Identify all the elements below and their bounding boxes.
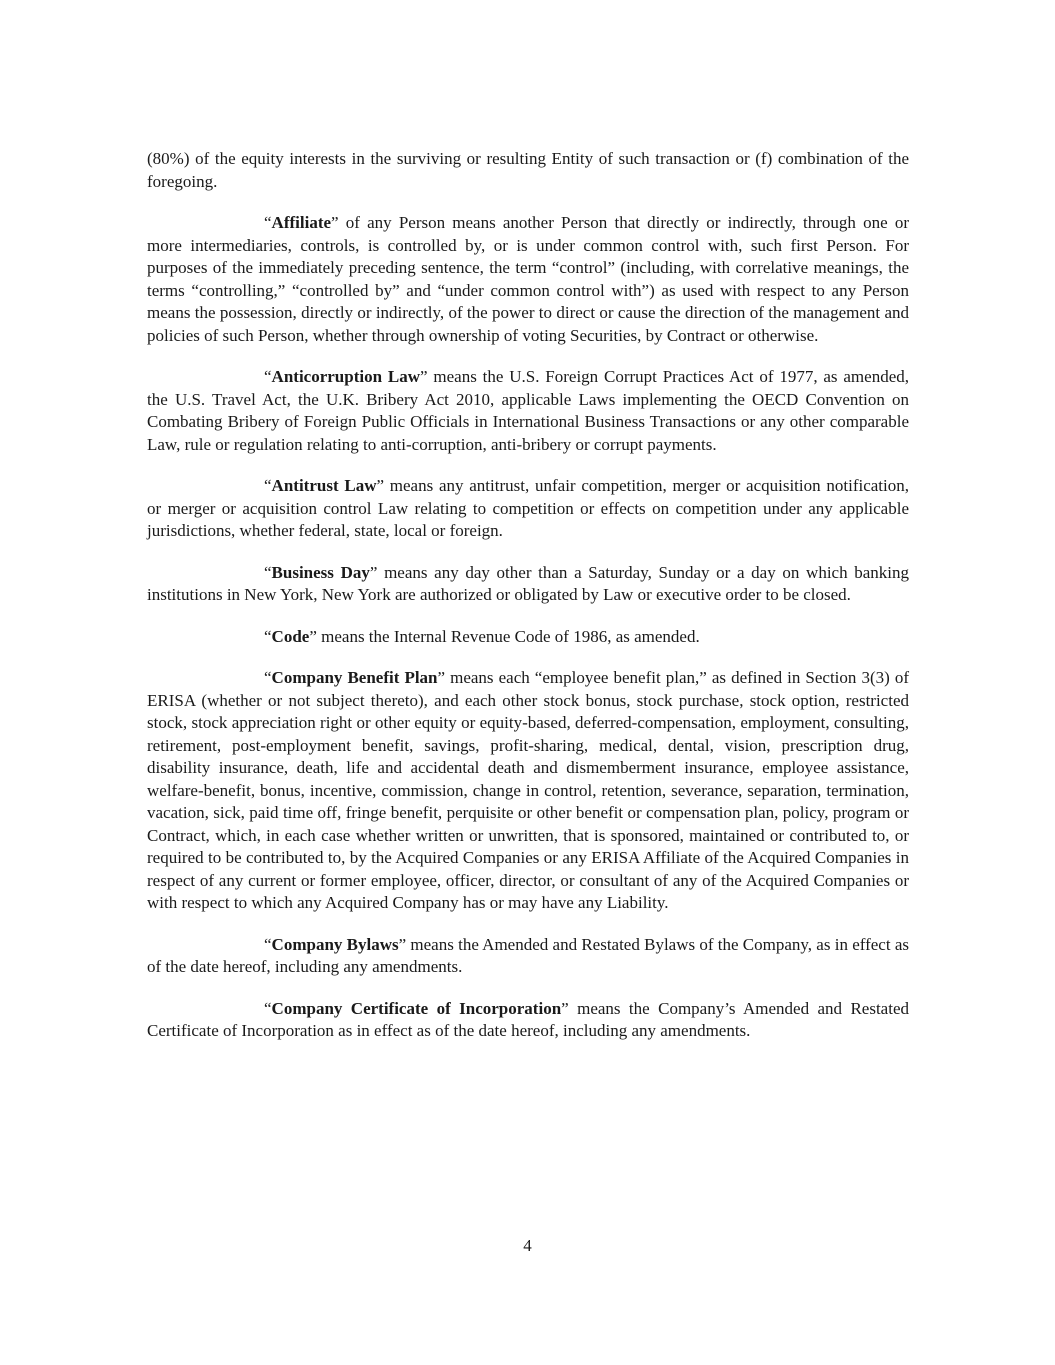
definition-company-benefit-plan: “Company Benefit Plan” means each “employee benefit plan,” as defined in Section 3(3) of ERISA (whether or not subject thereto), and each other stock bonus, stock purchase, stock option, restricted stock, stock appreciation right or other equity or equity-based, deferred-compensation, employment, consulting, retirement, post-employment benefit, savings, profit-sharing, medical, dental, vision, prescription drug, disability insurance, death, life and accidental death and dismemberment insurance, employee assistance, welfare-benefit, bonus, incentive, commission, change in control, retention, severance, separation, termination, vacation, sick, paid time off, fringe benefit, perquisite or other benefit or compensation plan, policy, program or Contract, which, in each case whether written or unwritten, that is sponsored, maintained or contributed to, or required to be contributed to, by the Acquired Companies or any ERISA Affiliate of the Acquired Companies in respect of any current or former employee, officer, director, or consultant of any of the Acquired Companies or with respect to which any Acquired Company has or may have any Liability. — [147, 668, 910, 912]
definition-affiliate: “Affiliate” of any Person means another Person that directly or indirectly, through one or more intermediaries, controls, is controlled by, or is under common control with, such first Person. For purposes of the immediately preceding sentence, the term “control” (including, with correlative meanings, the terms “controlling,” “controlled by” and “under common control with”) as used with respect to any Person means the possession, directly or indirectly, of the power to direct or cause the direction of the management and policies of such Person, whether through ownership of voting Securities, by Contract or otherwise. — [147, 213, 909, 345]
defined-term: Anticorruption Law — [271, 367, 420, 386]
defined-term: Company Bylaws — [271, 934, 399, 954]
defined-term: Company Benefit Plan — [271, 668, 438, 687]
definition-business-day: “Business Day” means any day other than a Saturday, Sunday or a day on which banking institutions in New York, New York are authorized or obligated by Law or executive order to be closed. — [147, 562, 910, 604]
definition-text: of any Person means another Person that directly or indirectly, through one or more intermediaries, controls, is controlled by, or is under common control with, such first Person. For purposes of the immediately preceding sentence, the term “control” (including, with correlative meanings, the terms “controlling,” “controlled by” and “under common control with”) as used with respect to any Person means the possession, directly or indirectly, of the power to direct or cause the direction of the management and policies of such Person, whether through ownership of voting Securities, by Contract or otherwise. — [147, 213, 909, 345]
document-page — [147, 148, 909, 1062]
definition-text: means each “employee benefit plan,” as defined in Section 3(3) of ERISA (whether or not subject thereto), and each other stock bonus, stock purchase, stock option, restricted stock, stock appreciation right or other equity or equity-based, deferred-compensation, employment, consulting, retirement, post-employment benefit, savings, profit-sharing, medical, dental, vision, prescription drug, disability insurance, death, life and accidental death and dismemberment insurance, employee assistance, welfare-benefit, bonus, incentive, commission, change in control, retention, severance, separation, termination, vacation, sick, paid time off, fringe benefit, perquisite or other benefit or compensation plan, policy, program or Contract, which, in each case whether written or unwritten, that is sponsored, maintained or contributed to, or required to be contributed to, by the Acquired Companies or any ERISA Affiliate of the Acquired Companies in respect of any current or former employee, officer, director, or consultant of any of the Acquired Companies or with respect to which any Acquired Company has or may have any Liability. — [147, 668, 910, 912]
defined-term: Company Certificate of Incorporation — [271, 998, 562, 1018]
definition-text: means any antitrust, unfair competition, merger or acquisition notification, or merger or acquisition control Law relating to competition or effects on competition under any applicable jurisdictions, whether federal, state, local or foreign. — [147, 476, 910, 540]
definition-text: means the U.S. Foreign Corrupt Practices Act of 1977, as amended, the U.S. Travel Act, the U.K. Bribery Act 2010, applicable Laws implementing the OECD Convention on Combating Bribery of Foreign Public Officials in International Business Transactions or any other comparable Law, rule or regulation relating to anti-corruption, anti-bribery or corrupt payments. — [147, 367, 909, 454]
definition-code: “Code” means the Internal Revenue Code of 1986, as amended. — [264, 626, 700, 646]
defined-term: Antitrust Law — [271, 476, 377, 495]
definition-company-certificate-of-incorporation: “Company Certificate of Incorporation” means the Company’s Amended and Restated Certificate of Incorporation as in effect as of the date hereof, including any amendments. — [147, 998, 909, 1040]
definition-antitrust-law: “Antitrust Law” means any antitrust, unfair competition, merger or acquisition notification, or merger or acquisition control Law relating to competition or effects on competition under any applicable jurisdictions, whether federal, state, local or foreign. — [147, 476, 910, 540]
page-number: 4 — [523, 1236, 532, 1255]
definition-text: means any day other than a Saturday, Sunday or a day on which banking institutions in New York, New York are authorized or obligated by Law or executive order to be closed. — [147, 562, 910, 604]
defined-term: Affiliate — [271, 213, 332, 232]
definition-anticorruption-law: “Anticorruption Law” means the U.S. Foreign Corrupt Practices Act of 1977, as amended, the U.S. Travel Act, the U.K. Bribery Act 2010, applicable Laws implementing the OECD Convention on Combating Bribery of Foreign Public Officials in International Business Transactions or any other comparable Law, rule or regulation relating to anti-corruption, anti-bribery or corrupt payments. — [147, 367, 909, 454]
definition-company-bylaws: “Company Bylaws” means the Amended and Restated Bylaws of the Company, as in effect as of the date hereof, including any amendments. — [147, 934, 909, 976]
definition-text: means the Internal Revenue Code of 1986, as amended. — [316, 626, 700, 646]
defined-term: Code — [271, 626, 310, 646]
definition-text: means the Amended and Restated Bylaws of the Company, as in effect as of the date hereof, including any amendments. — [147, 934, 909, 976]
intro-paragraph: (80%) of the equity interests in the surviving or resulting Entity of such transaction or (f) combination of the foregoing. — [147, 149, 909, 191]
defined-term: Business Day — [271, 562, 370, 582]
definition-text: means the Company’s Amended and Restated Certificate of Incorporation as in effect as of the date hereof, including any amendments. — [147, 998, 909, 1040]
